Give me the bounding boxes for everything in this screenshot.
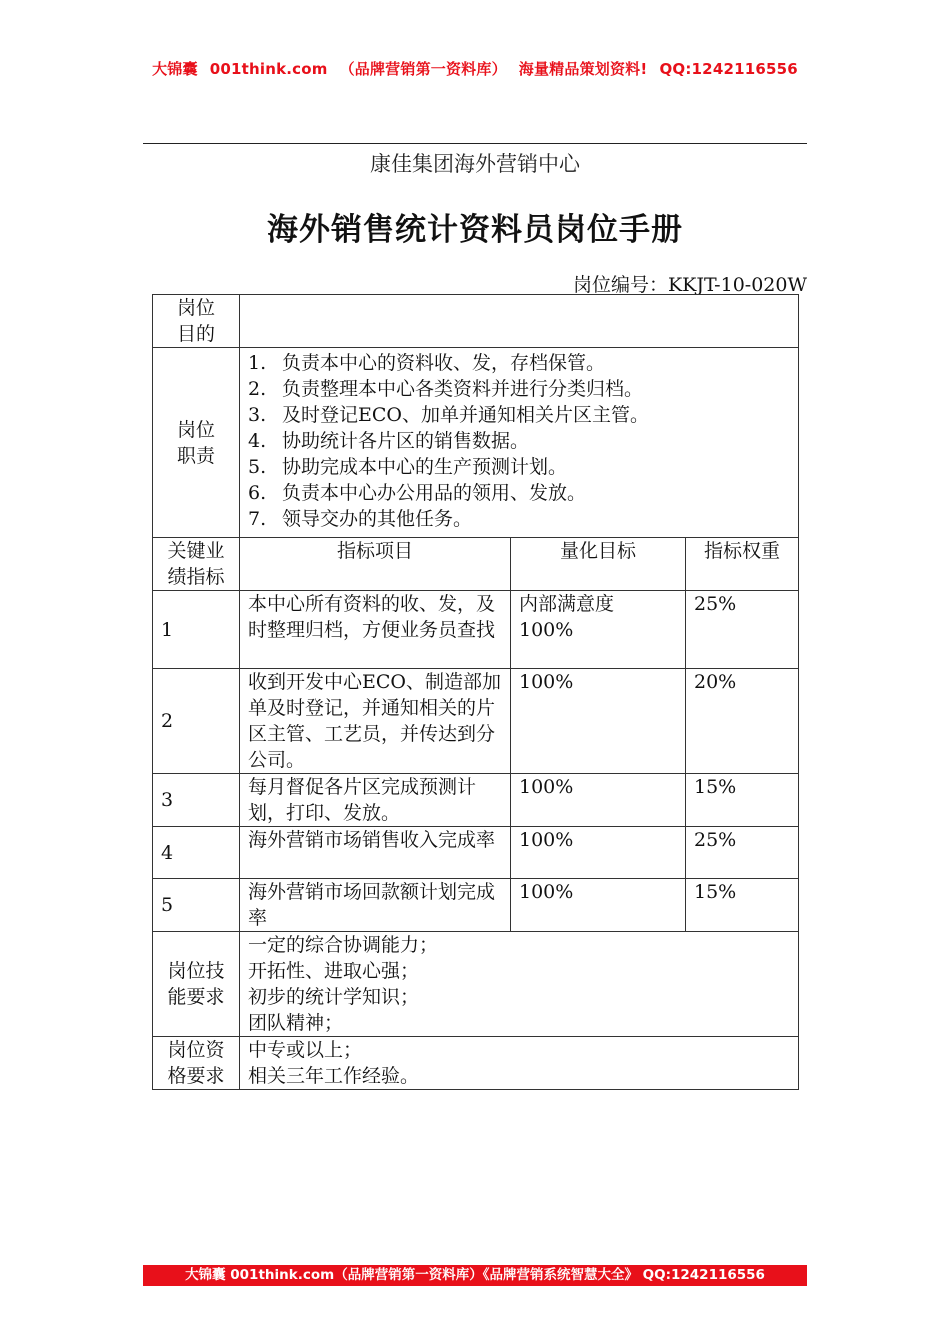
kpi-row-item: 海外营销市场销售收入完成率 bbox=[240, 827, 511, 879]
skills-row bbox=[153, 932, 799, 1037]
qualification-line: 中专或以上； bbox=[248, 1039, 363, 1061]
header-rule bbox=[143, 143, 807, 144]
skill-line: 一定的综合协调能力； bbox=[248, 934, 439, 956]
org-name: 康佳集团海外营销中心 bbox=[370, 152, 580, 176]
kpi-row-number: 2 bbox=[153, 669, 240, 774]
duty-item bbox=[248, 506, 790, 532]
kpi-row-target: 100% bbox=[511, 774, 686, 827]
duty-number: 4. bbox=[248, 430, 267, 452]
duty-number: 2. bbox=[248, 378, 267, 400]
duties-list bbox=[248, 350, 790, 532]
banner-qq: QQ:1242116556 bbox=[659, 60, 798, 78]
duty-number: 3. bbox=[248, 404, 267, 426]
duty-text: 领导交办的其他任务。 bbox=[282, 508, 473, 530]
kpi-header-weight: 指标权重 bbox=[686, 538, 799, 591]
kpi-row-target: 100% bbox=[511, 669, 686, 774]
duty-text: 负责整理本中心各类资料并进行分类归档。 bbox=[282, 378, 644, 400]
kpi-row-item: 收到开发中心ECO、制造部加单及时登记，并通知相关的片区主管、工艺员，并传达到分公司。 bbox=[240, 669, 511, 774]
kpi-row-number: 1 bbox=[153, 591, 240, 669]
kpi-row-item: 每月督促各片区完成预测计划，打印、发放。 bbox=[240, 774, 511, 827]
kpi-header-target: 量化目标 bbox=[511, 538, 686, 591]
skill-line: 初步的统计学知识； bbox=[248, 986, 420, 1008]
banner-promo: 海量精品策划资料! bbox=[518, 60, 648, 78]
qualification-row bbox=[153, 1037, 799, 1090]
kpi-row bbox=[153, 827, 799, 879]
duty-number: 7. bbox=[248, 508, 267, 530]
duties-label: 岗位职责 bbox=[153, 348, 240, 538]
duties-content bbox=[240, 348, 799, 538]
kpi-row-number: 5 bbox=[153, 879, 240, 932]
kpi-row-target: 100% bbox=[511, 827, 686, 879]
skill-line: 团队精神； bbox=[248, 1012, 344, 1034]
banner-tagline: （品牌营销第一资料库） bbox=[339, 60, 507, 78]
document-title: 海外销售统计资料员岗位手册 bbox=[267, 212, 683, 248]
banner-site[interactable]: 001think.com bbox=[209, 60, 328, 78]
job-manual-table bbox=[152, 294, 799, 1090]
kpi-row bbox=[153, 879, 799, 932]
qualification-line: 相关三年工作经验。 bbox=[248, 1065, 420, 1087]
kpi-row-weight: 15% bbox=[686, 774, 799, 827]
kpi-row-target: 内部满意度100% bbox=[511, 591, 686, 669]
qualification-content bbox=[240, 1037, 799, 1090]
duty-item bbox=[248, 428, 790, 454]
kpi-row-weight: 20% bbox=[686, 669, 799, 774]
kpi-row-number: 4 bbox=[153, 827, 240, 879]
top-banner bbox=[0, 58, 950, 79]
duty-item bbox=[248, 480, 790, 506]
kpi-row bbox=[153, 774, 799, 827]
duty-item bbox=[248, 454, 790, 480]
duties-row bbox=[153, 348, 799, 538]
purpose-label: 岗位目的 bbox=[153, 295, 240, 348]
duty-number: 1. bbox=[248, 352, 267, 374]
duty-text: 及时登记ECO、加单并通知相关片区主管。 bbox=[282, 404, 649, 426]
purpose-row bbox=[153, 295, 799, 348]
kpi-row-weight: 15% bbox=[686, 879, 799, 932]
kpi-row-weight: 25% bbox=[686, 591, 799, 669]
kpi-header-row bbox=[153, 538, 799, 591]
skills-label: 岗位技能要求 bbox=[153, 932, 240, 1037]
duty-item bbox=[248, 376, 790, 402]
qualification-label: 岗位资格要求 bbox=[153, 1037, 240, 1090]
kpi-label: 关键业绩指标 bbox=[153, 538, 240, 591]
kpi-row-item: 海外营销市场回款额计划完成率 bbox=[240, 879, 511, 932]
duty-text: 负责本中心办公用品的领用、发放。 bbox=[282, 482, 587, 504]
skill-line: 开拓性、进取心强； bbox=[248, 960, 420, 982]
duty-text: 协助完成本中心的生产预测计划。 bbox=[282, 456, 568, 478]
post-code: 岗位编号：KKJT-10-020W bbox=[572, 274, 807, 296]
bottom-banner[interactable]: 大锦囊 001think.com（品牌营销第一资料库）《品牌营销系统智慧大全》 QQ:1242116556 bbox=[143, 1265, 807, 1286]
kpi-row-weight: 25% bbox=[686, 827, 799, 879]
duty-number: 6. bbox=[248, 482, 267, 504]
duty-number: 5. bbox=[248, 456, 267, 478]
duty-item bbox=[248, 350, 790, 376]
purpose-content bbox=[240, 295, 799, 348]
duty-text: 负责本中心的资料收、发，存档保管。 bbox=[282, 352, 606, 374]
banner-brand: 大锦囊 bbox=[152, 60, 198, 78]
kpi-header-item: 指标项目 bbox=[240, 538, 511, 591]
kpi-row bbox=[153, 669, 799, 774]
kpi-row bbox=[153, 591, 799, 669]
kpi-row-target: 100% bbox=[511, 879, 686, 932]
kpi-row-item: 本中心所有资料的收、发，及时整理归档，方便业务员查找 bbox=[240, 591, 511, 669]
duty-text: 协助统计各片区的销售数据。 bbox=[282, 430, 530, 452]
kpi-row-number: 3 bbox=[153, 774, 240, 827]
duty-item bbox=[248, 402, 790, 428]
skills-content bbox=[240, 932, 799, 1037]
